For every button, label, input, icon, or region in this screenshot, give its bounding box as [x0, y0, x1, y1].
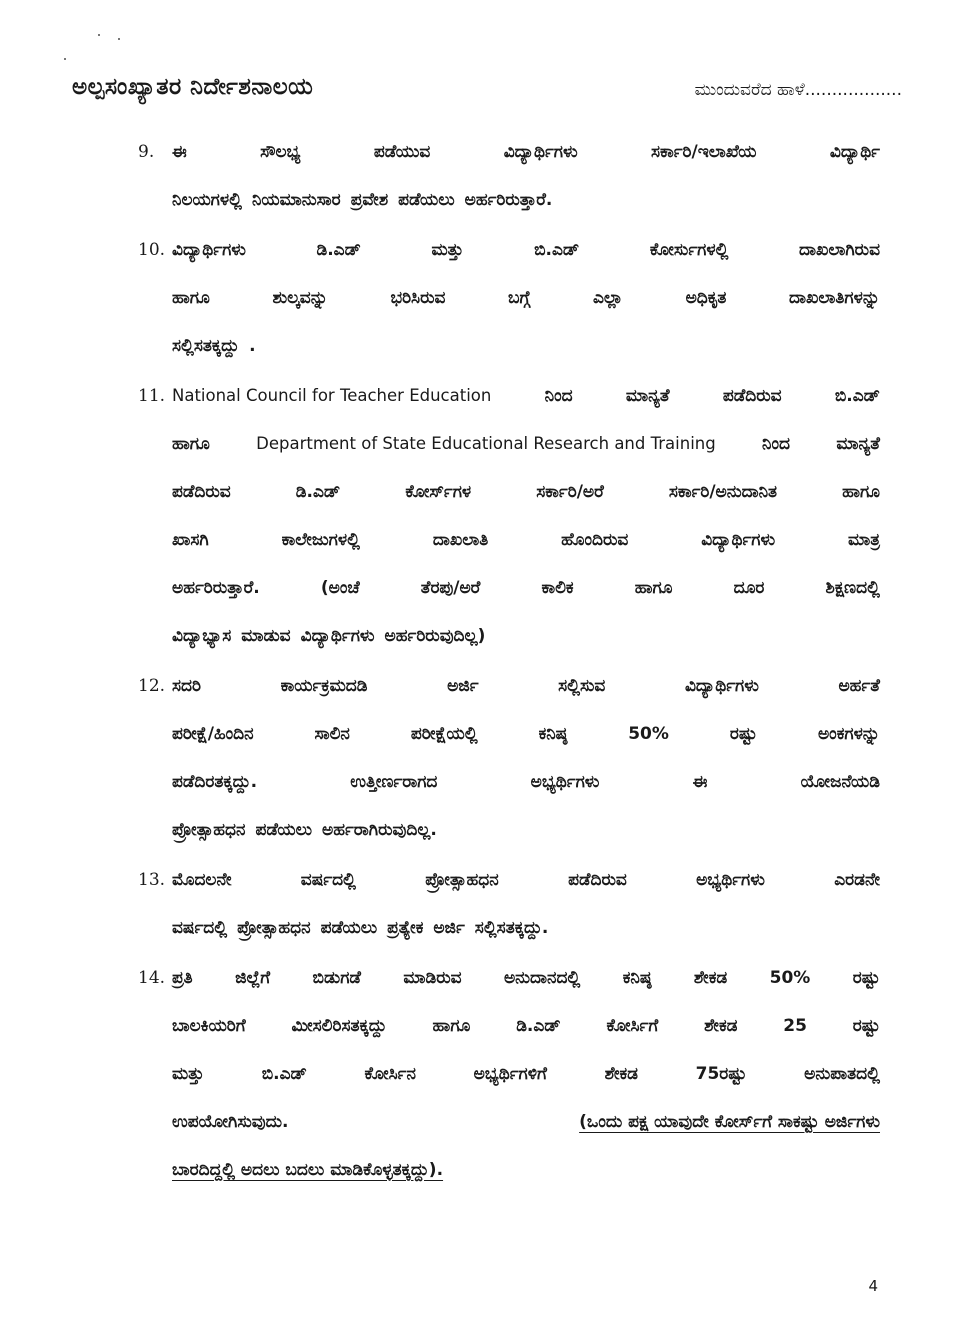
word: ಅರ್ಹರಿರುತ್ತಾರೆ. — [464, 190, 553, 210]
word: ವಿದ್ಯಾರ್ಥಿಗಳು — [684, 676, 759, 696]
word: ದಾಖಲಾತಿ — [432, 530, 489, 550]
word: ಕನಿಷ್ಠ — [622, 968, 652, 988]
text-line — [172, 710, 880, 758]
word: ಅಧಿಕೃತ — [685, 288, 727, 308]
word: ದಾಖಲಾಗಿರುವ — [799, 240, 880, 260]
word: ಪ್ರೋತ್ಸಾಹಧನ — [425, 870, 499, 890]
word: (ಅಂಚೆ — [320, 578, 360, 598]
word: ಪ್ರತಿ — [172, 968, 193, 988]
numbered-items-list — [138, 128, 880, 1196]
word: ಪಡೆದಿರುವ — [172, 482, 231, 502]
word: ಶೇಕಡ — [604, 1064, 638, 1084]
word: ಪ್ರತ್ಯೇಕ — [387, 918, 424, 938]
word: ಪಡೆದಿರತಕ್ಕದ್ದು. — [172, 772, 258, 792]
word: ಸರ್ಕಾರಿ/ಅನುದಾನಿತ — [668, 482, 778, 502]
word: ಯೋಜನೆಯಡಿ — [800, 772, 880, 792]
word: ಮಾಡುವ — [241, 626, 291, 646]
list-item — [138, 856, 880, 952]
word: 25 — [783, 1016, 807, 1036]
word: ಮಾನ್ಯತೆ — [625, 386, 670, 406]
word: ಈ — [172, 142, 187, 162]
word: ಸರ್ಕಾರಿ/ಇಲಾಖೆಯ — [651, 142, 757, 162]
word: ಹಾಗೂ — [842, 482, 880, 502]
word: ದೂರ — [733, 578, 765, 598]
word: ಶೇಕಡ — [704, 1016, 738, 1036]
item-number: 12. — [138, 676, 166, 696]
word: ಕೋರ್ಸಿಗೆ — [606, 1016, 659, 1036]
word: ವಿದ್ಯಾರ್ಥಿಗಳು — [701, 530, 776, 550]
directorate-name: ಅಲ್ಪಸಂಖ್ಯಾತರ ನಿರ್ದೇಶನಾಲಯ — [72, 74, 314, 100]
word: 75ರಷ್ಟು — [695, 1064, 747, 1084]
word: ಎರಡನೇ — [834, 870, 880, 890]
word: ಕಾರ್ಯಕ್ರಮದಡಿ — [280, 676, 368, 696]
word: ಮಾತ್ರ — [848, 530, 880, 550]
item-body — [172, 954, 880, 1194]
text-line — [172, 758, 880, 806]
list-item — [138, 226, 880, 370]
word: 50% — [628, 724, 669, 744]
word: ಸಲ್ಲಿಸತಕ್ಕದ್ದು — [172, 336, 240, 356]
word: ಕೋರ್ಸಿನ — [364, 1064, 416, 1084]
list-item — [138, 372, 880, 660]
word: ವಿದ್ಯಾರ್ಥಿ — [829, 142, 880, 162]
word: ಬಾರದಿದ್ದಲ್ಲಿ ಅದಲು ಬದಲು ಮಾಡಿಕೊಳ್ಳತಕ್ಕದ್ದು). — [172, 1160, 444, 1180]
word: ಬಾಲಕಿಯರಿಗೆ — [172, 1016, 246, 1036]
text-line — [172, 1002, 880, 1050]
item-number: 9. — [138, 142, 155, 162]
page-number: 4 — [868, 1277, 878, 1295]
text-line — [172, 128, 880, 176]
item-number: 14. — [138, 968, 166, 988]
word: . — [249, 336, 256, 356]
item-number: 13. — [138, 870, 166, 890]
word: ಕೋರ್ಸುಗಳಲ್ಲಿ — [649, 240, 729, 260]
word: ಕನಿಷ್ಠ — [538, 724, 568, 744]
word: ಅಂಕಗಳನ್ನು — [817, 724, 880, 744]
word: ಉತ್ತೀರ್ಣರಾಗದ — [350, 772, 438, 792]
text-line — [172, 420, 880, 468]
word: ಅರ್ಹರಿರುವುದಿಲ್ಲ) — [384, 626, 486, 646]
word: ಎಲ್ಲಾ — [592, 288, 623, 308]
text-line — [172, 372, 880, 420]
word: ವಿದ್ಯಾರ್ಥಿಗಳು — [172, 240, 246, 260]
list-item — [138, 662, 880, 854]
text-line — [172, 322, 880, 370]
word: ಮಾನ್ಯತೆ — [836, 434, 880, 454]
word: ಜಿಲ್ಲೆಗೆ — [235, 968, 271, 988]
text-line — [172, 806, 880, 854]
text-line — [172, 954, 880, 1002]
item-body — [172, 372, 880, 660]
word: ರಷ್ಟು — [852, 968, 880, 988]
item-number: 11. — [138, 386, 166, 406]
word: ವಿದ್ಯಾರ್ಥಿಗಳು — [300, 626, 375, 646]
word: ಬಗ್ಗೆ — [508, 288, 531, 308]
word: ಉಪಯೋಗಿಸುವುದು. — [172, 1112, 289, 1132]
word: ನಿಂದ — [762, 434, 790, 454]
word: ಪರೀಕ್ಷೆ/ಹಿಂದಿನ — [172, 724, 254, 744]
word: ಹಾಗೂ — [172, 288, 210, 308]
list-item — [138, 954, 880, 1194]
list-item — [138, 128, 880, 224]
word: ಡಿ.ಎಡ್ — [316, 240, 361, 260]
item-body — [172, 128, 880, 224]
word: ಡಿ.ಎಡ್ — [516, 1016, 561, 1036]
word: ಸದರಿ — [172, 676, 201, 696]
word: (ಒಂದು ಪಕ್ಷ ಯಾವುದೇ ಕೋರ್ಸ್‌ಗೆ ಸಾಕಷ್ಟು ಅರ್ಜಿಗಳು — [579, 1112, 880, 1132]
word: ಅರ್ಹತೆ — [838, 676, 880, 696]
word: ಪ್ರವೇಶ — [350, 190, 389, 210]
word: ಬಿ.ಎಡ್ — [834, 386, 880, 406]
text-line — [172, 856, 880, 904]
word: Department of State Educational Research and Training — [256, 434, 716, 453]
word: ವರ್ಷದಲ್ಲಿ — [300, 870, 356, 890]
word: ಮೊದಲನೇ — [172, 870, 232, 890]
scan-speck — [64, 58, 66, 60]
text-line — [172, 1146, 880, 1194]
item-body — [172, 226, 880, 370]
word: ಸಲ್ಲಿಸುವ — [558, 676, 606, 696]
word: ಅಭ್ಯರ್ಥಿಗಳು — [696, 870, 765, 890]
word: ಪಡೆದಿರುವ — [722, 386, 782, 406]
word: ರಷ್ಟು — [852, 1016, 880, 1036]
text-line — [172, 226, 880, 274]
word: ಖಾಸಗಿ — [172, 530, 209, 550]
word: ಪರೀಕ್ಷೆಯಲ್ಲಿ — [410, 724, 478, 744]
continued-sheet-label: ಮುಂದುವರೆದ ಹಾಳೆ.................. — [694, 80, 902, 100]
word: ಪ್ರೋತ್ಸಾಹಧನ — [237, 918, 311, 938]
item-body — [172, 856, 880, 952]
word: ಬಿ.ಎಡ್ — [261, 1064, 307, 1084]
word: ಕಾಲೇಜುಗಳಲ್ಲಿ — [281, 530, 360, 550]
word: ವರ್ಷದಲ್ಲಿ — [172, 918, 228, 938]
word: ಅರ್ಜಿ — [447, 676, 479, 696]
item-number: 10. — [138, 240, 166, 260]
text-line — [172, 564, 880, 612]
word: ಶೇಕಡ — [693, 968, 728, 988]
word: ಮತ್ತು — [431, 240, 464, 260]
text-line — [172, 516, 880, 564]
text-line — [172, 1050, 880, 1098]
word: ಅಭ್ಯರ್ಥಿಗಳು — [530, 772, 600, 792]
word: 50% — [769, 968, 811, 988]
word: ಪಡೆದಿರುವ — [568, 870, 627, 890]
word: ಕೋರ್ಸ್‌ಗಳ — [405, 482, 472, 502]
text-line — [172, 274, 880, 322]
word: ಭರಿಸಿರುವ — [390, 288, 446, 308]
word: ಅರ್ಹರಾಗಿರುವುದಿಲ್ಲ. — [322, 820, 437, 840]
word: National Council for Teacher Education — [172, 386, 492, 405]
text-line — [172, 176, 880, 224]
word: ಮಾಡಿರುವ — [403, 968, 462, 988]
word: ನಿಯಮಾನುಸಾರ — [251, 190, 341, 210]
word: ಪಡೆಯುವ — [373, 142, 431, 162]
word: ಮೀಸಲಿರಿಸತಕ್ಕದ್ದು — [291, 1016, 387, 1036]
text-line — [172, 904, 880, 952]
scan-speck — [118, 38, 120, 40]
word: ನಿಲಯಗಳಲ್ಲಿ — [172, 190, 242, 210]
word: ಡಿ.ಎಡ್ — [295, 482, 341, 502]
word: ಅರ್ಜಿ — [433, 918, 465, 938]
word: ಸಲ್ಲಿಸತಕ್ಕದ್ದು. — [474, 918, 549, 938]
word: ವಿದ್ಯಾಭ್ಯಾಸ — [172, 626, 232, 646]
word: ಅಭ್ಯರ್ಥಿಗಳಿಗೆ — [473, 1064, 547, 1084]
word: ಹಾಗೂ — [172, 434, 210, 454]
word: ಶಿಕ್ಷಣದಲ್ಲಿ — [825, 578, 880, 598]
word: ರಷ್ಟು — [729, 724, 758, 744]
word: ಬಿಡುಗಡೆ — [312, 968, 361, 988]
word: ಈ — [692, 772, 708, 792]
word: ಹಾಗೂ — [432, 1016, 471, 1036]
word: ಪ್ರೋತ್ಸಾಹಧನ — [172, 820, 246, 840]
word: ಕಾಲಿಕ — [541, 578, 574, 598]
word: ಮತ್ತು — [172, 1064, 205, 1084]
word: ಸೌಲಭ್ಯ — [260, 142, 301, 162]
word: ಪಡೆಯಲು — [398, 190, 455, 210]
text-line — [172, 612, 880, 660]
word: ಹೊಂದಿರುವ — [561, 530, 629, 550]
word: ನಿಂದ — [544, 386, 573, 406]
text-line — [172, 662, 880, 710]
word: ಪಡೆಯಲು — [320, 918, 378, 938]
word: ಸಾಲಿನ — [314, 724, 350, 744]
word: ಹಾಗೂ — [634, 578, 673, 598]
word: ಅರ್ಹರಿರುತ್ತಾರೆ. — [172, 578, 260, 598]
scan-speck — [98, 34, 100, 36]
word: ಬಿ.ಎಡ್ — [534, 240, 580, 260]
text-line — [172, 468, 880, 516]
word: ಅನುದಾನದಲ್ಲಿ — [503, 968, 581, 988]
item-body — [172, 662, 880, 854]
text-line — [172, 1098, 880, 1146]
word: ಸರ್ಕಾರಿ/ಅರೆ — [536, 482, 604, 502]
word: ವಿದ್ಯಾರ್ಥಿಗಳು — [503, 142, 578, 162]
word: ಅನುಪಾತದಲ್ಲಿ — [804, 1064, 880, 1084]
word: ಪಡೆಯಲು — [255, 820, 312, 840]
word: ತೆರಪು/ಅರೆ — [420, 578, 481, 598]
word: ಶುಲ್ಕವನ್ನು — [272, 288, 328, 308]
word: ದಾಖಲಾತಿಗಳನ್ನು — [789, 288, 880, 308]
